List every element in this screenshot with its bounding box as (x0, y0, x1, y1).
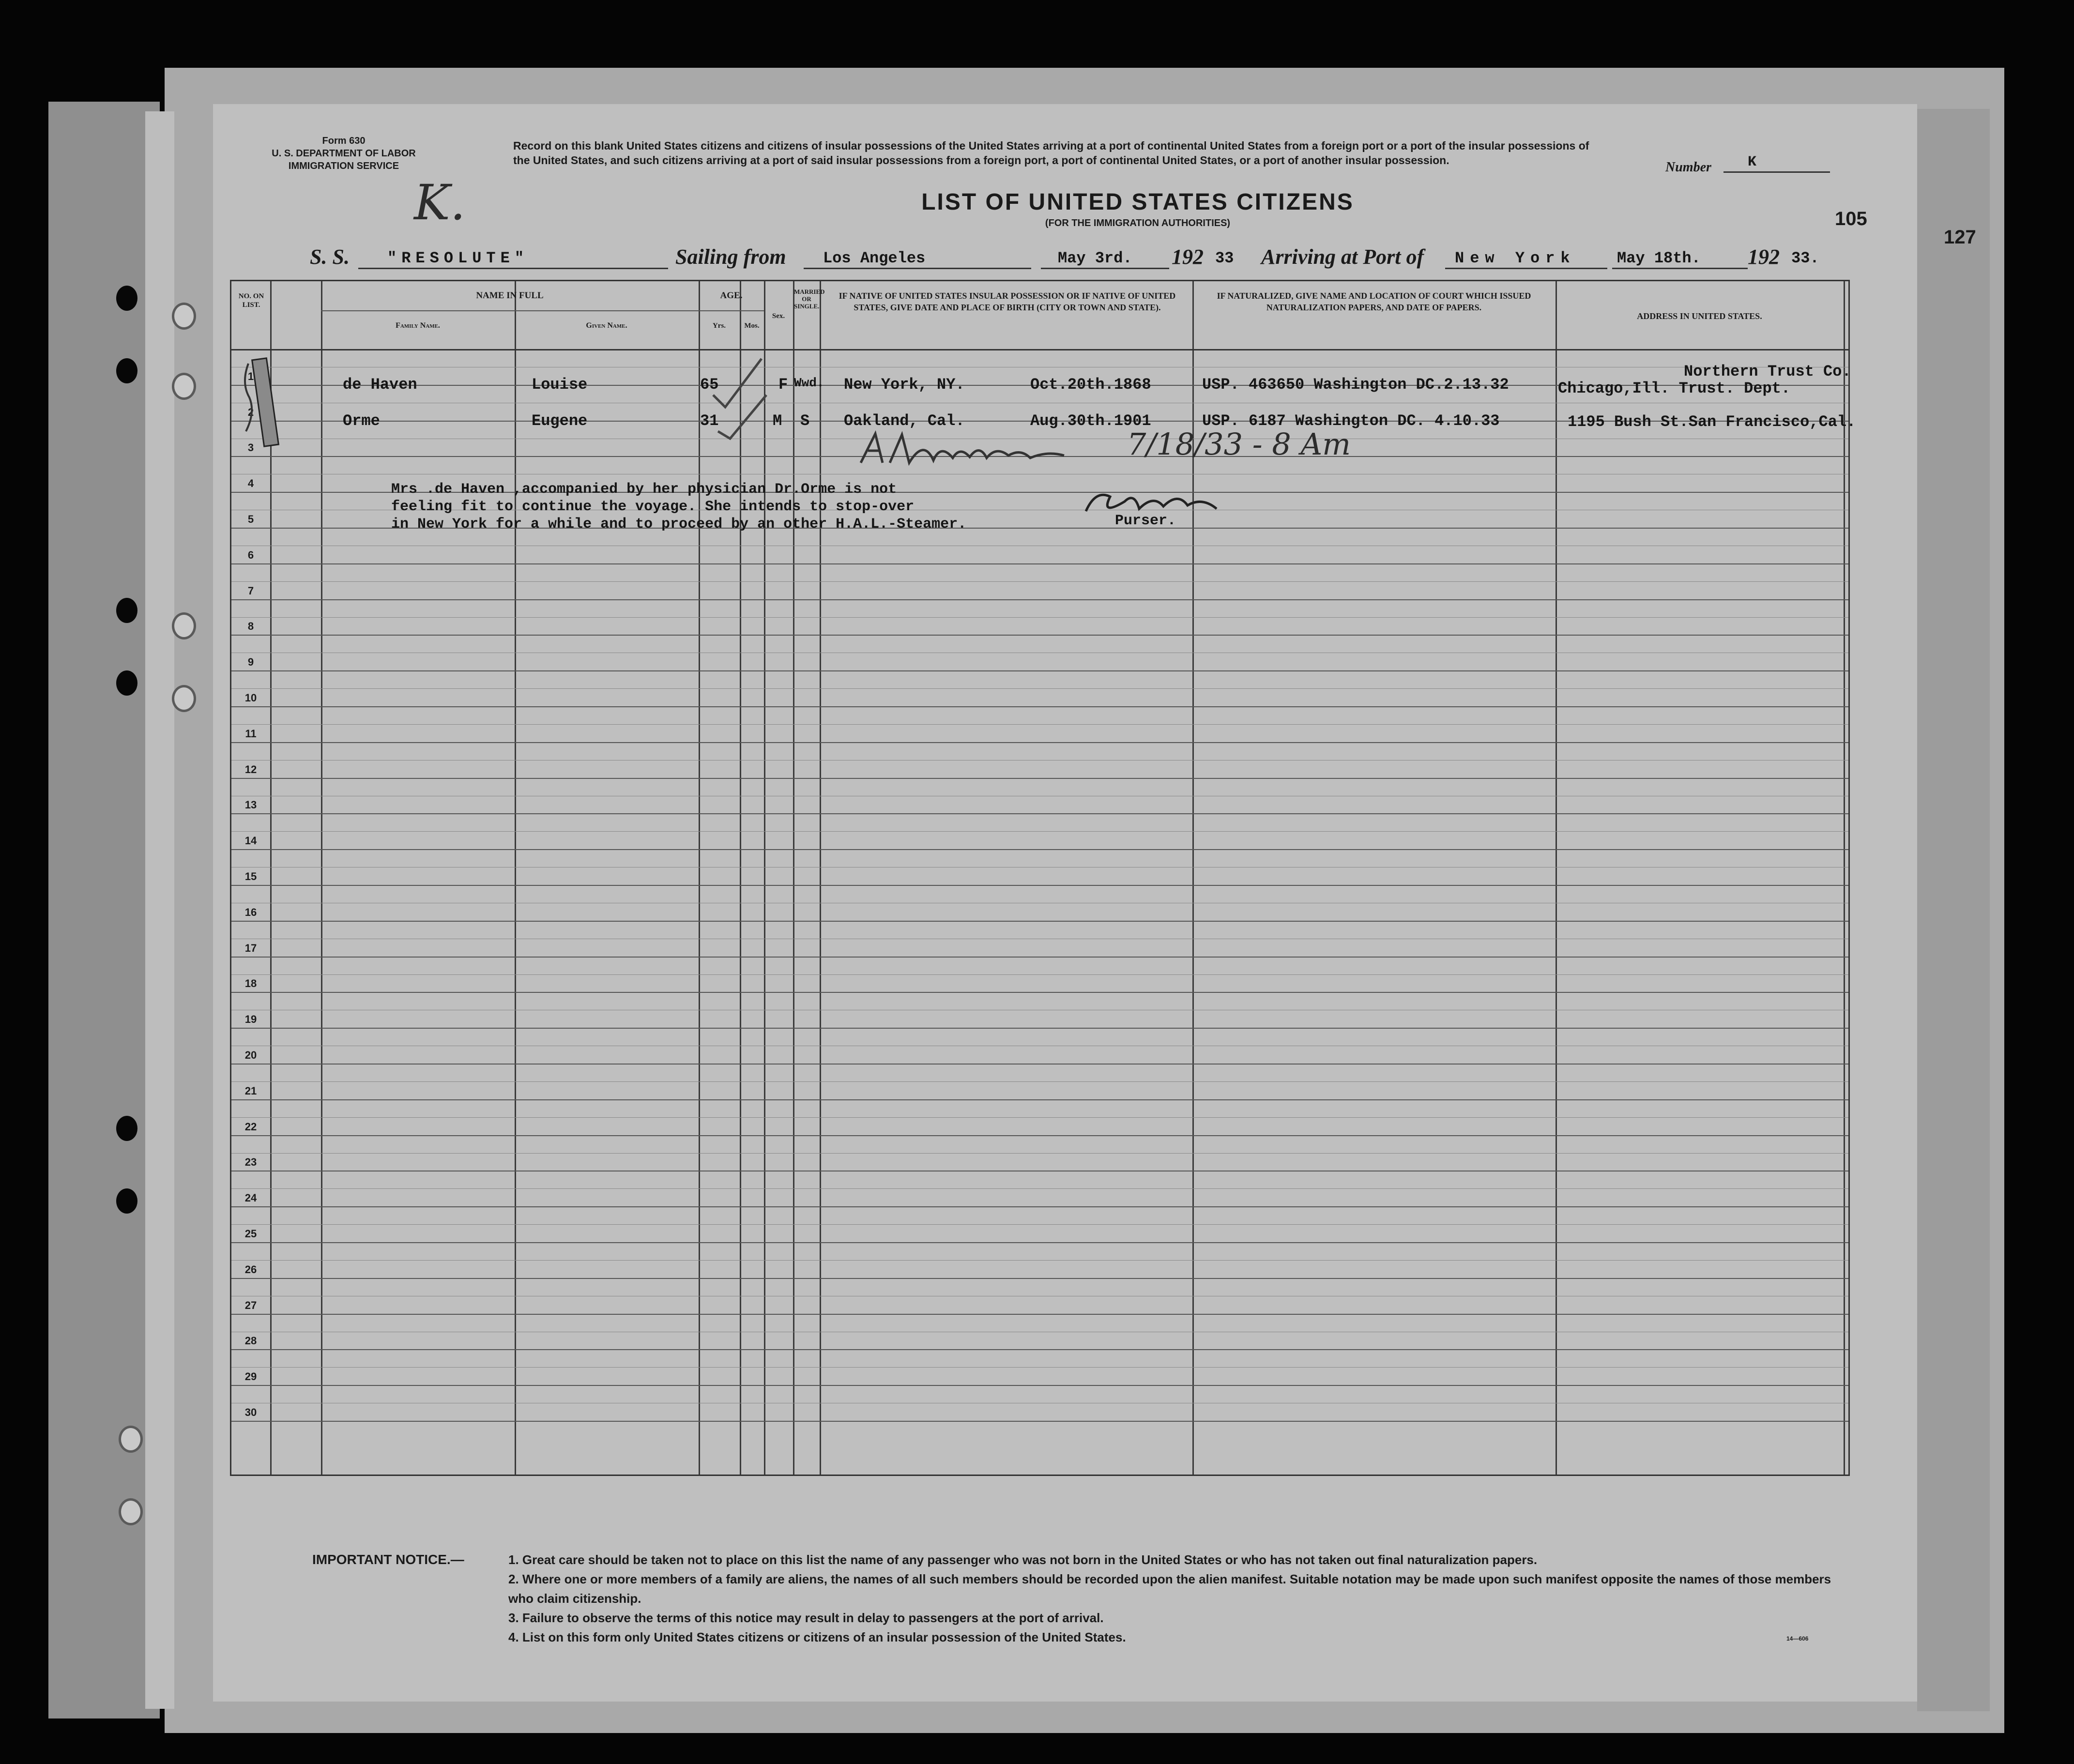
row-rule (231, 670, 1848, 671)
row-rule (231, 885, 1848, 886)
row-rule (231, 599, 1848, 600)
row2-address-line1: 1195 Bush St.San Francisco,Cal. (1568, 413, 1856, 431)
row2-family-name: Orme (343, 412, 380, 430)
row-number: 23 (244, 1156, 257, 1169)
row-number: 29 (244, 1370, 257, 1383)
department-name: U. S. DEPARTMENT OF LABOR (272, 148, 416, 159)
passenger-table (230, 280, 1856, 1476)
row-rule (231, 813, 1848, 814)
col-age-yrs: Yrs. (712, 322, 726, 330)
sailing-from-label: Sailing from (675, 245, 786, 269)
row-subrule (231, 831, 1848, 832)
row1-given-name: Louise (532, 376, 588, 394)
row-rule (231, 742, 1848, 743)
col-naturalized: IF NATURALIZED, GIVE NAME AND LOCATION OF COURT WHICH ISSUED NATURALIZATION PAPERS, AND DATE OF PAPERS. (1217, 291, 1531, 312)
remark-text (391, 481, 966, 533)
name-subheader-rule (321, 310, 699, 311)
punch-hole-ring (119, 1426, 143, 1453)
punch-hole-ring (119, 1498, 143, 1525)
remark-line-3: in New York for a while and to proceed by an other H.A.L.-Steamer. (391, 516, 967, 532)
row1-birth-place: New York, NY. (844, 376, 965, 394)
arriving-label: Arriving at Port of (1261, 245, 1424, 269)
row2-given-name: Eugene (532, 412, 588, 430)
row-number: 19 (244, 1013, 257, 1026)
notice-label: IMPORTANT NOTICE.— (312, 1552, 464, 1567)
punch-hole-ring (172, 685, 196, 712)
col-age-mos: Mos. (744, 322, 760, 330)
row-rule (231, 706, 1848, 707)
row2-naturalization: USP. 6187 Washington DC. 4.10.33 (1202, 412, 1500, 430)
row-number: 11 (245, 727, 257, 740)
row-number: 2 (247, 406, 254, 418)
row-subrule (231, 1260, 1848, 1261)
row-subrule (231, 1117, 1848, 1118)
row-number: 14 (244, 835, 257, 847)
col-married-single: MARRIED OR SINGLE. (794, 288, 825, 310)
punch-hole (116, 598, 137, 623)
row-number: 3 (247, 441, 254, 454)
page-title: LIST OF UNITED STATES CITIZENS (921, 189, 1354, 215)
row-subrule (231, 688, 1848, 689)
page-stamp-number: 105 (1835, 208, 1867, 229)
row-rule (231, 992, 1848, 993)
row-number: 5 (247, 513, 254, 525)
row-rule (231, 635, 1848, 636)
row-rule (231, 563, 1848, 564)
row-number: 21 (244, 1084, 257, 1097)
row-rule (231, 1314, 1848, 1315)
form-header (271, 135, 416, 172)
check-marks (703, 349, 776, 441)
row-rule (231, 957, 1848, 958)
inspector-signature (856, 429, 1098, 472)
handwritten-date: 7/18/33 - 8 Am (1127, 426, 1351, 462)
punch-hole (116, 670, 137, 696)
col-given-name: Given Name. (586, 321, 627, 330)
row-number: 28 (244, 1335, 257, 1347)
from-date-underline (1041, 268, 1169, 269)
row-number: 18 (244, 977, 257, 990)
notice-item-4: 4. List on this form only United States citizens or citizens of an insular possession of the United States. (508, 1630, 1126, 1644)
print-code: 14—606 (1786, 1635, 1809, 1642)
row2-birth-place: Oakland, Cal. (844, 412, 965, 430)
row-subrule (231, 1081, 1848, 1082)
row-number: 17 (244, 942, 257, 954)
service-name: IMMIGRATION SERVICE (288, 161, 399, 171)
row-number: 22 (244, 1120, 257, 1133)
ship-label: S. S. (310, 245, 350, 269)
row-number: 30 (244, 1406, 257, 1418)
row-number: 8 (247, 620, 254, 633)
punch-hole (116, 1116, 137, 1141)
row1-address-line1: Northern Trust Co. (1684, 363, 1851, 380)
row-subrule (231, 1188, 1848, 1189)
row-number: 7 (247, 584, 254, 597)
row-subrule (231, 974, 1848, 975)
row-number: 24 (244, 1192, 257, 1204)
col-no-on-list: NO. ON LIST. (238, 292, 264, 309)
ship-name: "RESOLUTE" (387, 249, 529, 267)
punch-hole-ring (172, 303, 196, 330)
punch-hole (116, 358, 137, 383)
page-edge-right (1917, 109, 1990, 1711)
row-number: 6 (247, 548, 254, 561)
notice-item-3: 3. Failure to observe the terms of this notice may result in delay to passengers at the port of arrival. (508, 1611, 1104, 1625)
row-rule (231, 1349, 1848, 1350)
purser-label: Purser. (1115, 513, 1176, 529)
col-age: AGE. (720, 290, 743, 301)
row1-age-yrs: 65 (700, 376, 719, 394)
row2-age-yrs: 31 (700, 412, 719, 430)
page-edge-number: 127 (1944, 227, 1976, 248)
row2-birth-date: Aug.30th.1901 (1030, 412, 1151, 430)
col-name-in-full: NAME IN FULL (476, 290, 544, 301)
number-underline (1723, 171, 1830, 173)
header-bottom-rule (231, 349, 1848, 350)
from-port: Los Angeles (823, 249, 926, 267)
row-rule (231, 1028, 1848, 1029)
from-port-underline (804, 268, 1031, 269)
binder-strip (145, 111, 174, 1709)
row-number: 4 (247, 477, 254, 490)
col-sex: Sex. (772, 312, 785, 320)
age-subheader-rule (699, 310, 764, 311)
row-number: 15 (244, 870, 257, 882)
vertical-stamp (239, 354, 287, 451)
row-rule (231, 921, 1848, 922)
row2-married: S (800, 412, 810, 430)
col-address: ADDRESS IN UNITED STATES. (1637, 311, 1762, 321)
to-date-underline (1612, 268, 1748, 269)
row-subrule (231, 1153, 1848, 1154)
punch-hole (116, 1188, 137, 1214)
row-rule (231, 1135, 1848, 1136)
row-number: 25 (244, 1228, 257, 1240)
to-port: New York (1455, 249, 1576, 267)
row-number: 12 (244, 763, 257, 776)
number-value: K (1748, 154, 1757, 170)
punch-hole (116, 286, 137, 311)
row-rule (231, 778, 1848, 779)
row1-naturalization: USP. 463650 Washington DC.2.13.32 (1202, 376, 1509, 394)
punch-hole-ring (172, 373, 196, 400)
to-date: May 18th. (1617, 249, 1701, 267)
row-number: 10 (244, 692, 257, 704)
row-number: 20 (244, 1049, 257, 1061)
to-port-underline (1445, 268, 1607, 269)
notice-item-2: 2. Where one or more members of a family are aliens, the names of all such members should be recorded upon the alien manifest. Suitable notation may be made upon such manifest opposite the names of those members who claim citizenship. (508, 1572, 1831, 1606)
row-number: 16 (244, 906, 257, 918)
row-rule (231, 1278, 1848, 1279)
row-number: 9 (247, 656, 254, 669)
remark-line-2: feeling fit to continue the voyage. She intends to stop-over (391, 499, 915, 515)
page-subtitle: (FOR THE IMMIGRATION AUTHORITIES) (1045, 218, 1231, 228)
row1-sex: F (778, 376, 788, 394)
col-native-birth: IF NATIVE OF UNITED STATES INSULAR POSSESSION OR IF NATIVE OF UNITED STATES, GIVE DATE AND PLACE OF BIRTH (CITY OR TOWN AND STATE). (839, 291, 1176, 312)
row-rule (231, 1421, 1848, 1422)
from-date: May 3rd. (1058, 249, 1132, 267)
row-rule (231, 849, 1848, 850)
row1-family-name: de Haven (343, 376, 417, 394)
number-label: Number (1665, 160, 1711, 175)
record-instructions: Record on this blank United States citizens and citizens of insular possessions of the United States arriving at a port of continental United States from a foreign port or a port of the insular possessions of the United States, and such citizens arriving at a port of said insular possessions from a foreign port, a port of continental United States, or a port of another insular possession. (513, 139, 1589, 167)
row2-sex: M (773, 412, 782, 430)
row-number: 27 (244, 1299, 257, 1311)
row-subrule (231, 1224, 1848, 1225)
row1-birth-date: Oct.20th.1868 (1030, 376, 1151, 394)
year-2: 33. (1791, 249, 1819, 267)
row-rule (231, 1242, 1848, 1243)
form-number: Form 630 (322, 136, 366, 146)
row-rule (231, 1099, 1848, 1100)
row-subrule (231, 617, 1848, 618)
handwritten-k: K. (414, 174, 466, 231)
ship-underline (358, 268, 668, 269)
year-1: 33 (1215, 249, 1234, 267)
col-family-name: Family Name. (396, 321, 440, 330)
row-subrule (231, 581, 1848, 582)
year-prefix-1: 192 (1172, 245, 1204, 269)
row1-address-line2: Chicago,Ill. Trust. Dept. (1558, 380, 1791, 397)
remark-line-1: Mrs .de Haven ,accompanied by her physician Dr.Orme is not (391, 481, 897, 498)
row-subrule (231, 724, 1848, 725)
row-subrule (231, 1367, 1848, 1368)
notice-item-1: 1. Great care should be taken not to place on this list the name of any passenger who was not born in the United States or who has not taken out final naturalization papers. (508, 1552, 1538, 1567)
punch-hole-ring (172, 612, 196, 639)
row-number: 1 (247, 370, 254, 382)
year-prefix-2: 192 (1748, 245, 1780, 269)
row-number: 13 (244, 799, 257, 811)
row-rule (231, 1206, 1848, 1207)
row-number: 26 (244, 1263, 257, 1276)
row-rule (231, 1385, 1848, 1386)
binder-edge (48, 102, 160, 1718)
row1-married: Wwd. (794, 376, 824, 390)
